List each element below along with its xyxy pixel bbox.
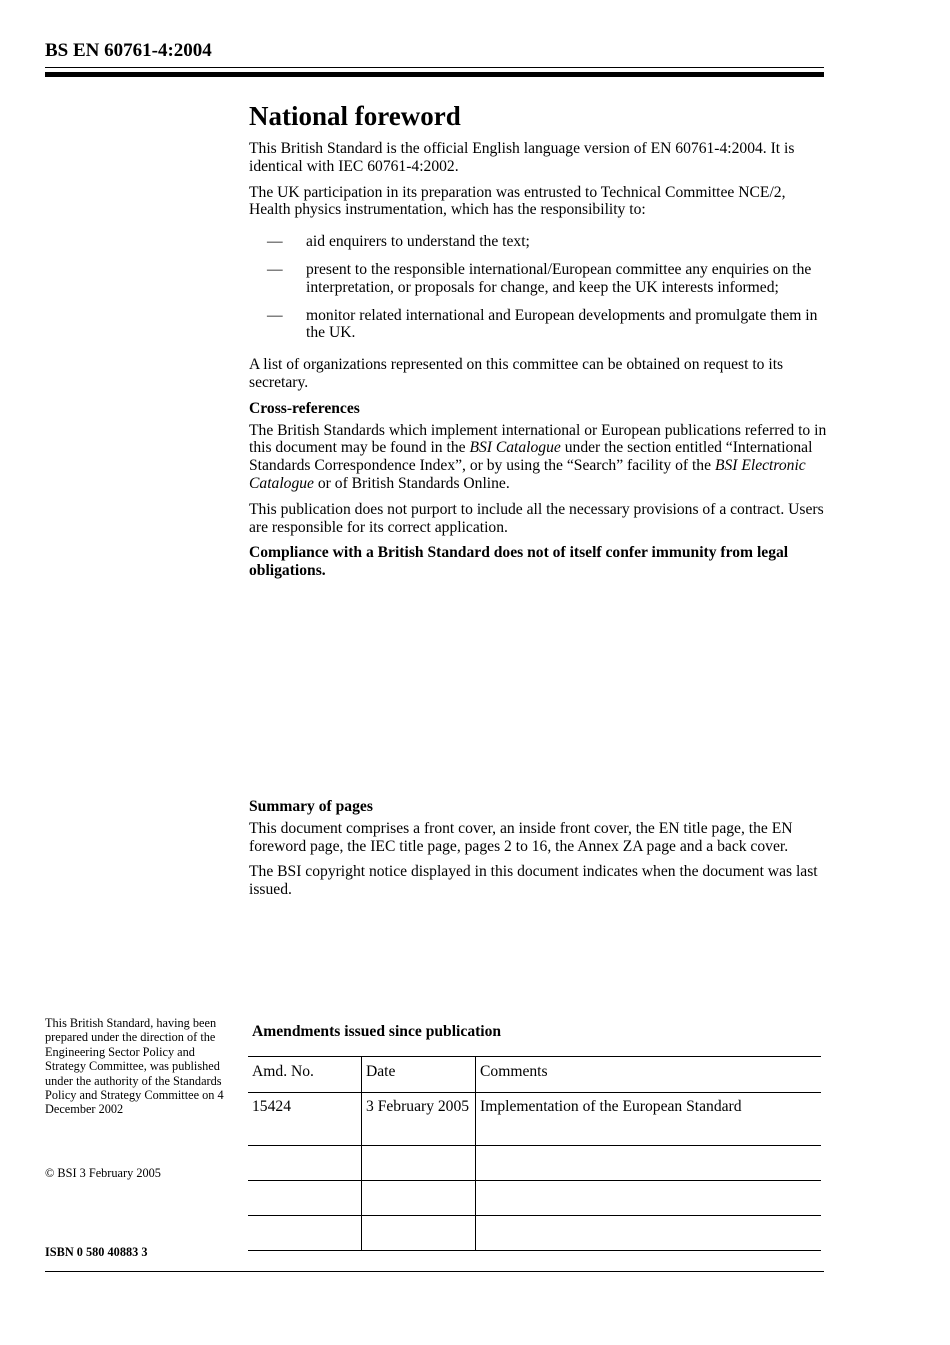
table-cell — [476, 1181, 822, 1216]
column-header: Comments — [476, 1057, 822, 1093]
table-cell — [248, 1216, 362, 1251]
summary-of-pages — [249, 798, 829, 907]
footer-rule — [45, 1271, 824, 1272]
table-cell — [248, 1181, 362, 1216]
list-item-text: aid enquirers to understand the text; — [306, 233, 530, 251]
table-row — [248, 1216, 821, 1251]
summary-paragraph: This document comprises a front cover, an inside front cover, the EN title page, the EN foreword page, the IEC title page, pages 2 to 16, the Annex ZA page and a back cover. — [249, 819, 793, 855]
table-row — [248, 1146, 821, 1181]
table-cell: Implementation of the European Standard — [476, 1093, 822, 1146]
header-rule-thin — [45, 67, 824, 68]
responsibility-list — [249, 233, 829, 342]
dash-marker: — — [267, 260, 283, 278]
compliance-statement: Compliance with a British Standard does not of itself confer immunity from legal obligations. — [249, 544, 789, 580]
crossref-text: The British Standards which implement international or European publications referred to in this document may be found in the — [249, 421, 827, 457]
table-row — [248, 1181, 821, 1216]
page-title: National foreword — [249, 101, 461, 131]
isbn: ISBN 0 580 40883 3 — [45, 1245, 148, 1259]
list-item — [249, 307, 829, 343]
cross-references-paragraph — [249, 422, 829, 493]
table-cell: 3 February 2005 — [362, 1093, 476, 1146]
committee-paragraph: The UK participation in its preparation was entrusted to Technical Committee NCE/2, Health physics instrumentation, which has the responsibility to: — [249, 183, 786, 219]
bsi-electronic-catalogue-title: BSI Electronic Catalogue — [249, 457, 806, 492]
dash-marker: — — [267, 233, 283, 251]
table-cell — [362, 1181, 476, 1216]
list-item-text: monitor related international and European developments and promulgate them in the UK. — [306, 306, 818, 342]
bsi-catalogue-title: BSI Catalogue — [469, 439, 561, 457]
publication-note: This British Standard, having been prepared under the direction of the Engineering Sector Policy and Strategy Committee, was published under the authority of the Standards Policy and Strategy Committee on 4 December 2002 — [45, 1016, 224, 1117]
summary-heading: Summary of pages — [249, 798, 373, 815]
column-header: Amd. No. — [248, 1057, 362, 1093]
list-item-text: present to the responsible international/European committee any enquiries on the interpretation, or proposals for change, and keep the UK interests informed; — [306, 260, 812, 296]
crossref-text: or of British Standards Online. — [313, 474, 510, 492]
table-cell — [362, 1216, 476, 1251]
standard-number: BS EN 60761-4:2004 — [45, 40, 212, 61]
header-rule-thick — [45, 72, 824, 77]
amendments-title: Amendments issued since publication — [252, 1023, 502, 1040]
table-row — [248, 1093, 821, 1146]
national-foreword — [249, 100, 829, 588]
table-cell — [362, 1146, 476, 1181]
copyright-notice-paragraph: The BSI copyright notice displayed in this document indicates when the document was last issued. — [249, 863, 818, 899]
crossref-text: under the section entitled “International Standards Correspondence Index”, or by using the “Search” facility of the — [249, 439, 813, 475]
column-header: Date — [362, 1057, 476, 1093]
table-cell — [476, 1146, 822, 1181]
dash-marker: — — [267, 306, 283, 324]
amendments-table — [248, 1056, 821, 1251]
intro-paragraph: This British Standard is the official English language version of EN 60761-4:2004. It is identical with IEC 60761-4:2002. — [249, 140, 795, 175]
organizations-paragraph: A list of organizations represented on this committee can be obtained on request to its secretary. — [249, 356, 784, 391]
list-item — [249, 261, 829, 297]
cross-references-heading: Cross-references — [249, 399, 360, 417]
table-cell: 15424 — [248, 1093, 362, 1146]
list-item — [249, 233, 829, 251]
table-cell — [248, 1146, 362, 1181]
provisions-paragraph: This publication does not purport to include all the necessary provisions of a contract. Users are responsible for its correct application. — [249, 500, 824, 536]
table-cell — [476, 1216, 822, 1251]
copyright-line: © BSI 3 February 2005 — [45, 1166, 161, 1180]
table-header-row — [248, 1057, 821, 1093]
